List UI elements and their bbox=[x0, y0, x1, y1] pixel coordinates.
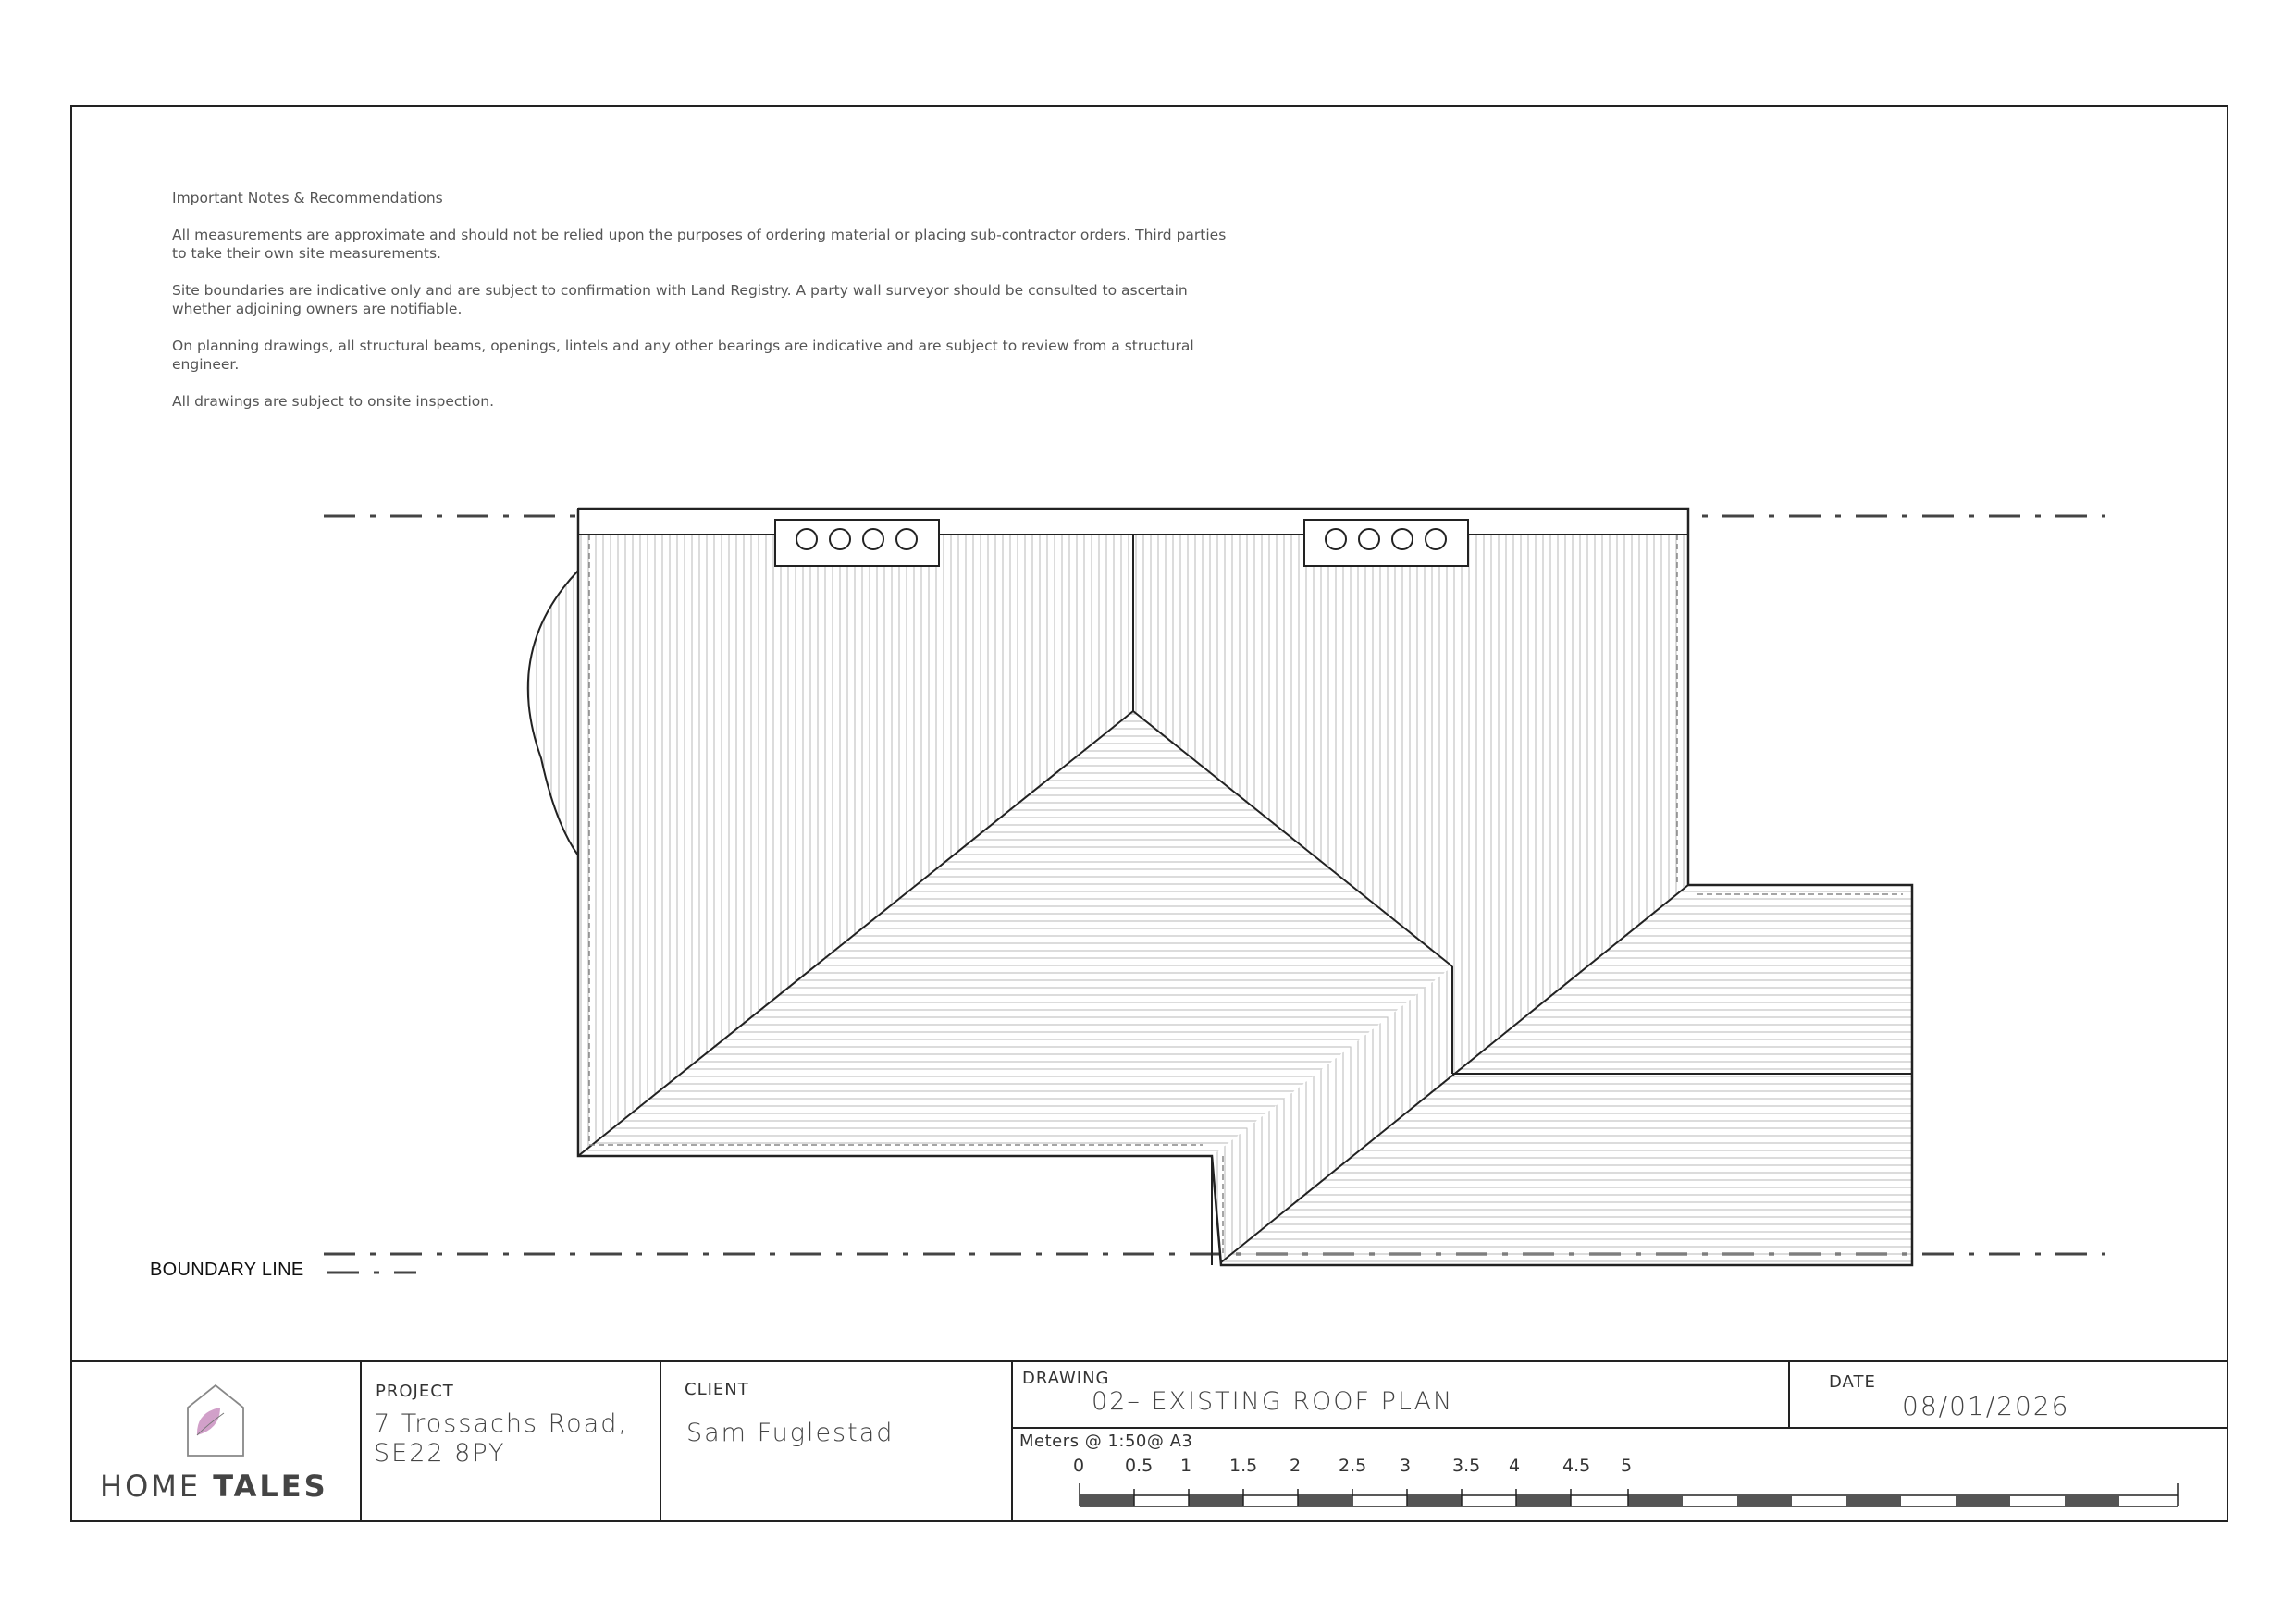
scale-tick-label: 2.5 bbox=[1339, 1456, 1367, 1476]
note-item: On planning drawings, all structural beams, openings, lintels and any other bearings are indicative and are subject to review from a structural engineer. bbox=[172, 338, 1194, 373]
drawing-label: DRAWING bbox=[1022, 1369, 1110, 1388]
notes-panel bbox=[172, 189, 1227, 429]
house-leaf-icon bbox=[188, 1385, 243, 1456]
chimney-stack-right bbox=[1304, 520, 1468, 566]
bay-window bbox=[528, 571, 578, 855]
scale-tick-label: 0 bbox=[1073, 1456, 1085, 1476]
brand-bold: TALES bbox=[213, 1469, 328, 1504]
scale-text: Meters @ 1:50@ A3 bbox=[1019, 1432, 1193, 1451]
note-item: All measurements are approximate and should not be relied upon the purposes of ordering material or placing sub-contractor orders. Third parties to take their own site measurements. bbox=[172, 227, 1227, 262]
client-name: Sam Fuglestad bbox=[686, 1419, 895, 1447]
project-address-line1: 7 Trossachs Road, bbox=[374, 1409, 628, 1438]
boundary-legend-label: BOUNDARY LINE bbox=[150, 1260, 304, 1280]
scale-tick-label: 1 bbox=[1180, 1456, 1192, 1476]
client-label: CLIENT bbox=[685, 1380, 749, 1399]
date-label: DATE bbox=[1829, 1372, 1876, 1392]
scale-tick-label: 4.5 bbox=[1562, 1456, 1591, 1476]
drawing-title: 02– EXISTING ROOF PLAN bbox=[1092, 1387, 1454, 1416]
gutter bbox=[578, 509, 1688, 535]
scale-tick-label: 2 bbox=[1290, 1456, 1302, 1476]
project-label: PROJECT bbox=[376, 1382, 454, 1401]
scale-tick-label: 4 bbox=[1509, 1456, 1521, 1476]
brand-logo bbox=[100, 1469, 328, 1504]
project-address-line2: SE22 8PY bbox=[374, 1439, 506, 1468]
scale-bar bbox=[1080, 1483, 2178, 1506]
scale-tick-label: 5 bbox=[1621, 1456, 1633, 1476]
scale-tick-label: 0.5 bbox=[1125, 1456, 1154, 1476]
scale-tick-label: 1.5 bbox=[1229, 1456, 1258, 1476]
chimney-stack-left bbox=[775, 520, 939, 566]
notes-heading: Important Notes & Recommendations bbox=[172, 190, 443, 206]
date-value: 08/01/2026 bbox=[1902, 1391, 2070, 1421]
note-item: Site boundaries are indicative only and are subject to confirmation with Land Registry. A party wall surveyor should be consulted to ascertain whether adjoining owners are notifiable. bbox=[172, 282, 1188, 317]
scale-tick-label: 3 bbox=[1400, 1456, 1412, 1476]
scale-tick-label: 3.5 bbox=[1452, 1456, 1481, 1476]
brand-light: HOME bbox=[100, 1469, 214, 1504]
note-item: All drawings are subject to onsite inspection. bbox=[172, 393, 495, 410]
